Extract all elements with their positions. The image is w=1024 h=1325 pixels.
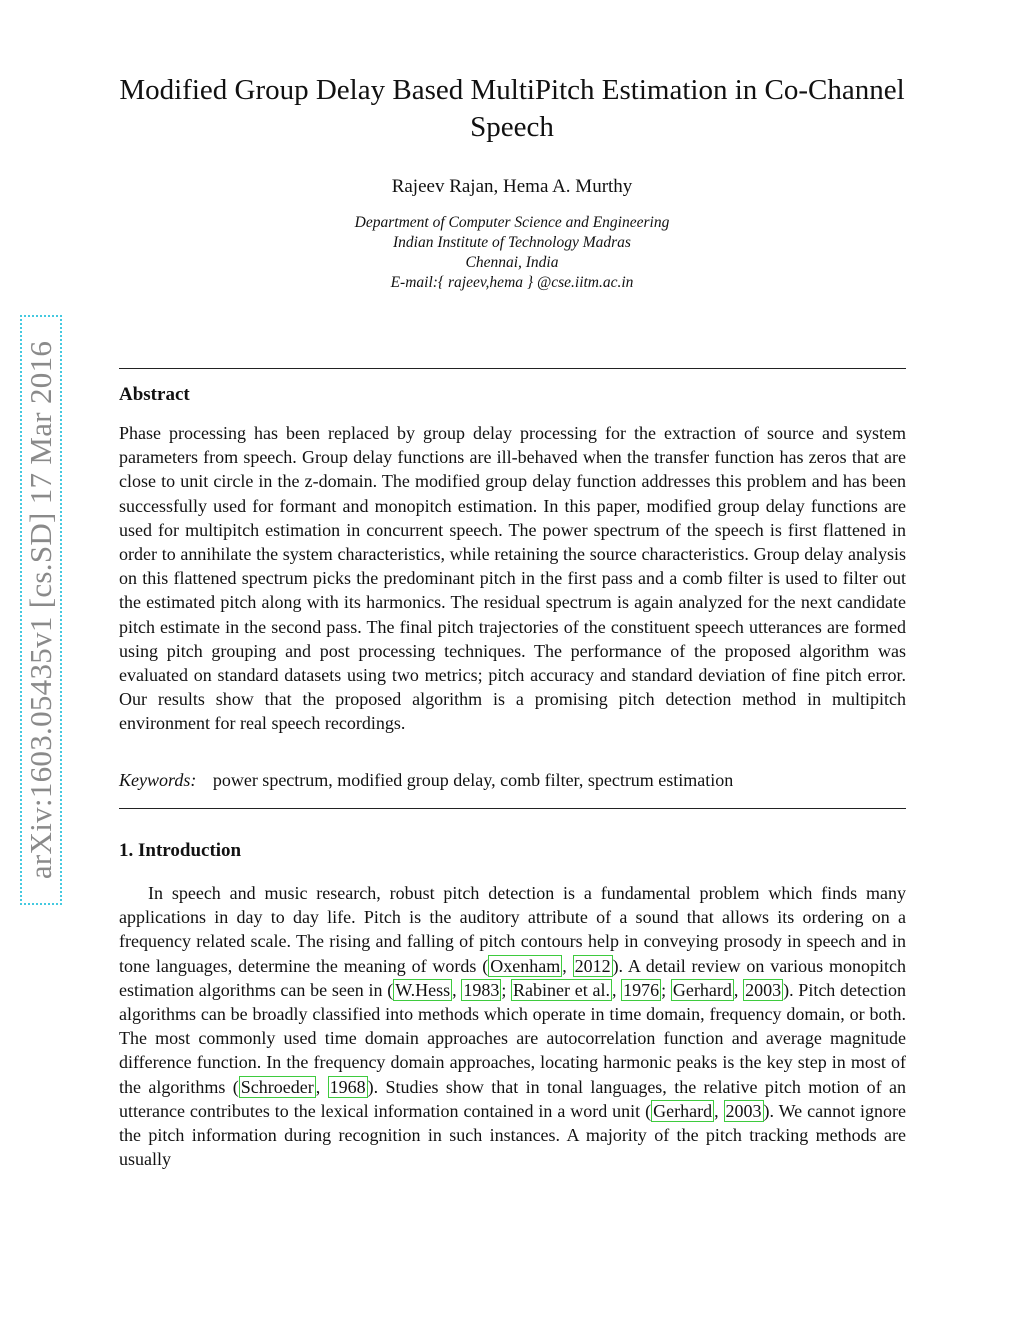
citation-link[interactable]: W.Hess bbox=[395, 979, 451, 1000]
citation-link[interactable]: Schroeder bbox=[240, 1076, 314, 1097]
abstract-text: Phase processing has been replaced by group delay processing for the extraction of source and system parameters from speech. Group delay functions are ill-behaved when the transfer function has zeros that are close to unit circle in the z-domain. The modified group delay function addresses this problem and has been successfully used for formant and monopitch estimation. In this paper, modified group delay functions are used for multipitch estimation in concurrent speech. The power spectrum of the speech is first flattened in order to annihilate the system characteristics, while retaining the source characteristics. Group delay analysis on this flattened spectrum picks the predominant pitch in the first pass and a comb filter is used to filter out the estimated pitch along with its harmonics. The residual spectrum is again analyzed for the next candidate pitch estimate in the second pass. The final pitch trajectories of the constituent speech utterances are formed using pitch grouping and post processing techniques. The performance of the proposed algorithm was evaluated on standard datasets using two metrics; pitch accuracy and standard deviation of fine pitch error. Our results show that the proposed algorithm is a promising pitch detection method in multipitch environment for real speech recordings. bbox=[119, 423, 906, 734]
intro-text: ). Studies show that in tonal languages, the relative pitch motion of an utterance contributes to the lexical information contained in a word unit ( bbox=[119, 1076, 907, 1121]
citation-link[interactable]: 1983 bbox=[463, 979, 500, 1000]
citation-link[interactable]: 2003 bbox=[725, 1100, 762, 1121]
intro-text: ; bbox=[501, 979, 512, 1000]
citation-link[interactable]: Gerhard bbox=[653, 1100, 713, 1121]
intro-text: ; bbox=[661, 979, 671, 1000]
intro-text: , bbox=[452, 979, 462, 1000]
intro-text: , bbox=[733, 979, 744, 1000]
intro-text: , bbox=[611, 979, 622, 1000]
citation-link[interactable]: Gerhard bbox=[672, 979, 732, 1000]
keywords-text: power spectrum, modified group delay, comb filter, spectrum estimation bbox=[212, 770, 734, 790]
intro-text: , bbox=[714, 1100, 724, 1121]
citation-link[interactable]: 2012 bbox=[574, 955, 611, 976]
introduction-paragraph bbox=[119, 881, 906, 1171]
intro-text: ). A detail review on various monopitch estimation algorithms can be seen in ( bbox=[119, 955, 907, 1000]
department: Department of Computer Science and Engineering bbox=[354, 214, 670, 231]
citation-link[interactable]: 2003 bbox=[745, 979, 782, 1000]
citation-link[interactable]: Oxenham bbox=[490, 955, 561, 976]
intro-text: In speech and music research, robust pitch detection is a fundamental problem which finds many applications in day to day life. Pitch is the auditory attribute of a sound that allows its ordering on a frequency related scale. The rising and falling of pitch contours help in conveying prosody in speech and in tone languages, determine the meaning of words ( bbox=[119, 883, 906, 976]
intro-text: , bbox=[315, 1076, 328, 1097]
citation-link[interactable]: Rabiner et al. bbox=[513, 979, 610, 1000]
intro-text: ). We cannot ignore the pitch information during recognition in such instances. A majority of the pitch tracking methods are usually bbox=[119, 1100, 907, 1170]
paper-title: Modified Group Delay Based MultiPitch Estimation in Co-Channel Speech bbox=[119, 74, 905, 143]
email: E-mail:{ rajeev,hema } @cse.iitm.ac.in bbox=[390, 274, 634, 291]
location: Chennai, India bbox=[465, 254, 559, 271]
arxiv-identifier: arXiv:1603.05435v1 [cs.SD] 17 Mar 2016 bbox=[23, 340, 58, 880]
arxiv-stamp bbox=[20, 315, 62, 905]
divider-bottom bbox=[119, 808, 906, 809]
authors: Rajeev Rajan, Hema A. Murthy bbox=[391, 176, 633, 197]
citation-link[interactable]: 1968 bbox=[329, 1076, 366, 1097]
institute: Indian Institute of Technology Madras bbox=[393, 234, 631, 251]
intro-text: ). Pitch detection algorithms can be broadly classified into methods which operate in time domain, frequency domain, or both. The most commonly used time domain approaches are autocorrelation function and average magnitude difference function. In the frequency domain approaches, locating harmonic peaks is the key step in most of the algorithms ( bbox=[119, 979, 906, 1097]
divider-top bbox=[119, 368, 906, 369]
abstract-heading: Abstract bbox=[119, 384, 190, 405]
intro-text: , bbox=[562, 955, 573, 976]
keywords bbox=[119, 770, 733, 791]
keywords-label: Keywords: bbox=[119, 770, 197, 790]
citation-link[interactable]: 1976 bbox=[623, 979, 660, 1000]
section-heading-introduction: 1. Introduction bbox=[119, 840, 242, 861]
affiliation bbox=[110, 213, 914, 293]
